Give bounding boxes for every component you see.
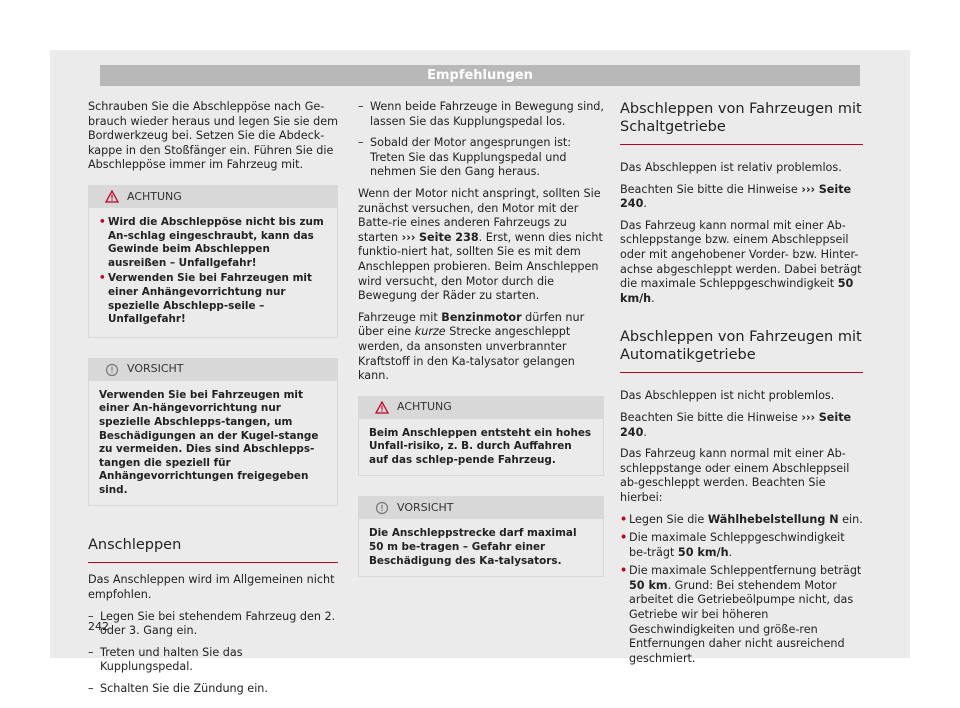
paragraph: Das Abschleppen ist nicht problemlos.	[620, 389, 835, 403]
paragraph: Das Abschleppen ist relativ problemlos.	[620, 161, 842, 174]
caution-box	[88, 358, 338, 507]
warning-triangle-icon	[375, 401, 389, 419]
list-item: – Wenn beide Fahrzeuge in Bewegung sind, lassen Sie das Kupplungspedal los.	[358, 100, 604, 128]
ref-arrow-icon: ›››	[801, 410, 816, 424]
paragraph: Das Anschleppen wird im Allgemeinen nicht empfohlen.	[88, 573, 335, 602]
list-item: – Sobald der Motor angesprungen ist: Treten Sie das Kupplungspedal und nehmen Sie den Gang heraus.	[358, 136, 572, 179]
info-circle-icon	[375, 501, 389, 520]
warning-box	[358, 396, 604, 477]
page-reference[interactable]: Seite 238	[419, 230, 479, 244]
paragraph: Schrauben Sie die Abschleppöse nach Ge-brauch wieder heraus und legen Sie sie dem Bordwerkzeug bei. Setzen Sie die Abdeck-kappe in den Stoßfänger ein. Führen Sie die Abschleppöse immer im Fahrzeug mit.	[88, 100, 338, 172]
warning-label: ACHTUNG	[127, 189, 182, 203]
paragraph: Beachten Sie bitte die Hinweise ››› Seite 240.	[620, 410, 852, 439]
section-header: Empfehlungen	[100, 65, 860, 86]
ref-arrow-icon: ›››	[401, 230, 416, 244]
warning-box	[88, 185, 338, 338]
column-3	[620, 100, 863, 670]
caution-header	[89, 359, 337, 381]
paragraph: Das Fahrzeug kann normal mit einer Ab-schleppstange oder einem Abschleppseil ab-geschleppt werden. Beachten Sie hierbei:	[620, 447, 850, 504]
list-item: – Legen Sie bei stehendem Fahrzeug den 2. oder 3. Gang ein.	[88, 609, 336, 638]
page-number: 242	[88, 620, 109, 633]
warning-label: ACHTUNG	[397, 400, 452, 414]
warning-body: Beim Anschleppen entsteht ein hohes Unfall-risiko, z. B. durch Auffahren auf das schlep-pende Fahrzeug.	[369, 426, 592, 466]
warning-header	[359, 397, 603, 419]
warning-header	[89, 186, 337, 208]
warning-body	[89, 208, 337, 337]
caution-label: VORSICHT	[397, 501, 454, 515]
list-item: • Legen Sie die Wählhebelstellung N ein.	[620, 512, 863, 526]
section-heading: Abschleppen von Fahrzeugen mit Schaltgetriebe	[620, 100, 863, 145]
caution-box	[358, 496, 604, 577]
paragraph: Beachten Sie bitte die Hinweise ››› Seite 240.	[620, 182, 852, 211]
page-reference[interactable]: Seite 240	[620, 182, 852, 211]
list-item: – Treten und halten Sie das Kupplungspedal.	[88, 645, 243, 674]
paragraph: Wenn der Motor nicht anspringt, sollten Sie zunächst versuchen, den Motor mit der Batte-rie eines anderen Fahrzeugs zu starten ››› Seite 238. Erst, wenn dies nicht funktio-niert hat, sollten Sie es mit dem Anschleppen probieren. Beim Anschleppen wird versucht, den Motor durch die Bewegung der Räder zu starten.	[358, 186, 603, 303]
caution-body: Verwenden Sie bei Fahrzeugen mit einer An-hängevorrichtung nur spezielle Abschlepps-tangen, um Beschädigungen an der Kugel-stange zu vermeiden. Dies sind Abschlepps-tangen die speziell für Anhängevorrichtungen freigegeben sind.	[99, 388, 319, 496]
column-2	[358, 100, 604, 591]
list-item: • Wird die Abschleppöse nicht bis zum An-schlag eingeschraubt, kann das Gewinde beim Abschleppen ausreißen – Unfallgefahr!	[99, 215, 324, 269]
list-item: • Die maximale Schleppgeschwindigkeit be-trägt 50 km/h.	[620, 531, 845, 559]
section-heading: Abschleppen von Fahrzeugen mit Automatikgetriebe	[620, 328, 863, 373]
list-item: – Schalten Sie die Zündung ein.	[88, 682, 268, 696]
list-item: • Die maximale Schleppentfernung beträgt 50 km. Grund: Bei stehendem Motor arbeitet die Getriebeölpumpe nicht, das Getriebe wir bei höheren Geschwindigkeiten und größe-ren Entfernungen daher nicht ausreichend geschmiert.	[620, 564, 862, 665]
paragraph: Fahrzeuge mit Benzinmotor dürfen nur über eine kurze Strecke angeschleppt werden, da ansonsten unverbrannter Kraftstoff in den Ka-talysator gelangen kann.	[358, 310, 585, 383]
section-heading: Anschleppen	[88, 536, 338, 563]
caution-label: VORSICHT	[127, 362, 184, 376]
info-circle-icon	[105, 363, 119, 382]
caution-body: Die Anschleppstrecke darf maximal 50 m be-tragen – Gefahr einer Beschädigung des Ka-talysators.	[369, 527, 577, 567]
page-reference[interactable]: Seite 240	[620, 410, 852, 439]
caution-header	[359, 497, 603, 519]
warning-triangle-icon	[105, 190, 119, 208]
paragraph: Das Fahrzeug kann normal mit einer Ab-schleppstange bzw. einem Abschleppseil oder mit angehobener Vorder- bzw. Hinter-achse abgeschleppt werden. Dabei beträgt die maximale Schleppgeschwindigkeit 50 km/h.	[620, 218, 862, 305]
ref-arrow-icon: ›››	[801, 182, 816, 196]
list-item: • Verwenden Sie bei Fahrzeugen mit einer Anhängevorrichtung nur spezielle Abschlepp-seile – Unfallgefahr!	[99, 272, 312, 326]
column-1	[88, 100, 338, 704]
